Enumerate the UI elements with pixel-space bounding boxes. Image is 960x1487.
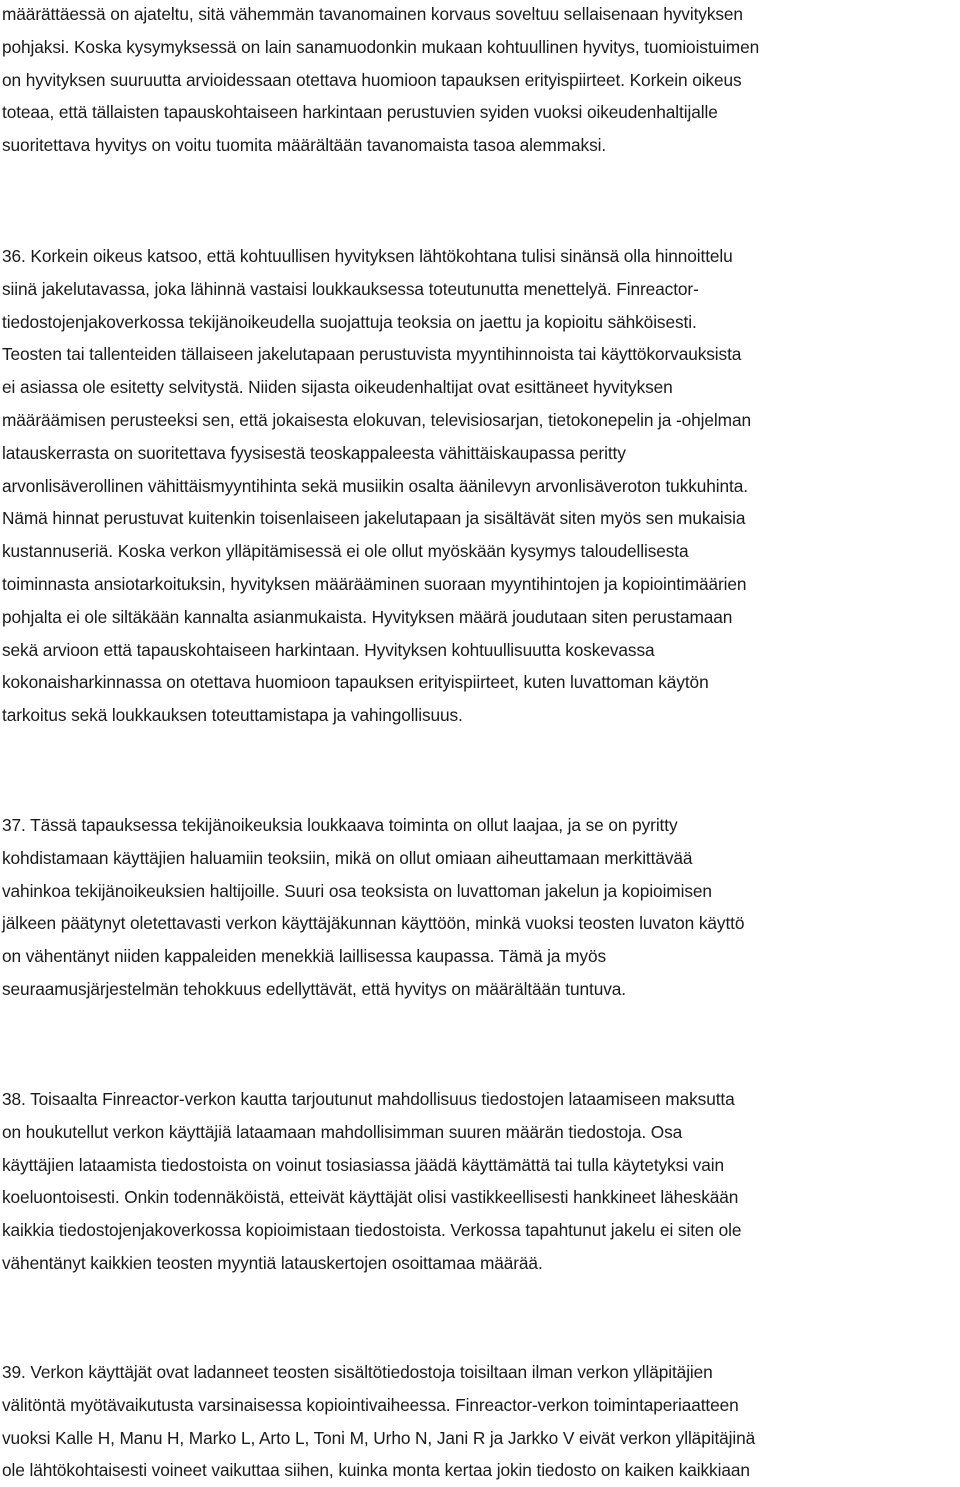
text-line: välitöntä myötävaikutusta varsinaisessa kopiointivaiheessa. Finreactor-verkon toimintaperiaatteen — [2, 1394, 739, 1415]
text-line: ole lähtökohtaisesti voineet vaikuttaa siihen, kuinka monta kertaa jokin tiedosto on kaiken kaikkiaan — [2, 1460, 750, 1481]
text-line: pohjaksi. Koska kysymyksessä on lain sanamuodonkin mukaan kohtuullinen hyvitys, tuomioistuimen — [2, 36, 760, 57]
text-line: toteaa, että tällaisten tapauskohtaiseen harkintaan perustuvien syiden vuoksi oikeudenhaltijalle — [2, 102, 718, 123]
text-line: vähentänyt kaikkien teosten myyntiä latauskertojen osoittamaa määrää. — [2, 1252, 543, 1273]
paragraph-39 — [2, 1356, 957, 1487]
text-line: käyttäjien lataamista tiedostoista on voinut tosiasiassa jäädä käyttämättä tai tulla käytetyksi vain — [2, 1154, 724, 1175]
text-line: 36. Korkein oikeus katsoo, että kohtuullisen hyvityksen lähtökohtana tulisi sinänsä olla hinnoittelu — [2, 246, 733, 266]
text-line: arvonlisäverollinen vähittäismyyntihinta sekä musiikin osalta äänilevyn arvonlisäveroton tukkuhinta. — [2, 475, 748, 496]
text-line: siinä jakelutavassa, joka lähinnä vastaisi loukkauksessa toteutunutta menettelyä. Finreactor- — [2, 278, 699, 299]
text-line: määräämisen perusteeksi sen, että jokaisesta elokuvan, televisiosarjan, tietokonepelin ja -ohjelman — [2, 409, 751, 430]
text-line: vahinkoa tekijänoikeuksien haltijoille. Suuri osa teoksista on luvattoman jakelun ja kopioimisen — [2, 880, 712, 901]
text-line: pohjalta ei ole siltäkään kannalta asianmukaista. Hyvityksen määrä joudutaan siten perustamaan — [2, 606, 733, 627]
text-line: on houkutellut verkon käyttäjiä lataamaan mahdollisimman suuren määrän tiedostoja. Osa — [2, 1121, 683, 1142]
text-line: vuoksi Kalle H, Manu H, Marko L, Arto L, Toni M, Urho N, Jani R ja Jarkko V eivät verkon ylläpitäjinä — [2, 1427, 756, 1448]
text-line: tiedostojenjakoverkossa tekijänoikeudella suojattuja teoksia on jaettu ja kopioitu sähköisesti. — [2, 311, 697, 332]
text-line: on hyvityksen suuruutta arvioidessaan otettava huomioon tapauksen erityispiirteet. Korkein oikeus — [2, 69, 742, 90]
text-line: tarkoitus sekä loukkauksen toteuttamistapa ja vahingollisuus. — [2, 705, 463, 726]
text-line: jälkeen päätynyt oletettavasti verkon käyttäjäkunnan käyttöön, minkä vuoksi teosten luvaton käyttö — [2, 913, 745, 934]
paragraph-intro — [2, 0, 957, 162]
text-line: kohdistamaan käyttäjien haluamiin teoksiin, mikä on ollut omiaan aiheuttamaan merkittävää — [2, 847, 693, 868]
text-line: suoritettava hyvitys on voitu tuomita määrältään tavanomaista tasoa alemmaksi. — [2, 135, 607, 156]
text-line: kokonaisharkinnassa on otettava huomioon tapauksen erityispiirteet, kuten luvattoman käytön — [2, 672, 709, 693]
text-line: kaikkia tiedostojenjakoverkossa kopioimistaan tiedostoista. Verkossa tapahtunut jakelu ei siten ole — [2, 1220, 742, 1241]
paragraph-37 — [2, 809, 957, 1006]
text-line: toiminnasta ansiotarkoituksin, hyvityksen määrääminen suoraan myyntihintojen ja kopiointimäärien — [2, 573, 747, 594]
text-line: määrättäessä on ajateltu, sitä vähemmän tavanomainen korvaus soveltuu sellaisenaan hyvityksen — [2, 4, 743, 24]
text-line: koeluontoisesti. Onkin todennäköistä, etteivät käyttäjät olisi vastikkeellisesti hankkineet läheskään — [2, 1187, 739, 1208]
text-line: 37. Tässä tapauksessa tekijänoikeuksia loukkaava toiminta on ollut laajaa, ja se on pyritty — [2, 815, 678, 835]
text-line: kustannuseriä. Koska verkon ylläpitämisessä ei ole ollut myöskään kysymys taloudellisesta — [2, 541, 689, 562]
text-line: ei asiassa ole esitetty selvitystä. Niiden sijasta oikeudenhaltijat ovat esittäneet hyvityksen — [2, 377, 673, 398]
text-line: on vähentänyt niiden kappaleiden menekkiä laillisessa kaupassa. Tämä ja myös — [2, 946, 607, 967]
text-line: 38. Toisaalta Finreactor-verkon kautta tarjoutunut mahdollisuus tiedostojen lataamiseen maksutta — [2, 1089, 735, 1109]
text-line: Nämä hinnat perustuvat kuitenkin toisenlaiseen jakelutapaan ja sisältävät siten myös sen mukaisia — [2, 508, 746, 529]
text-line: seuraamusjärjestelmän tehokkuus edellyttävät, että hyvitys on määrältään tuntuva. — [2, 978, 626, 999]
paragraph-36 — [2, 240, 957, 732]
text-line: 39. Verkon käyttäjät ovat ladanneet teosten sisältötiedostoja toisiltaan ilman verkon ylläpitäjien — [2, 1362, 713, 1382]
paragraph-38 — [2, 1083, 957, 1280]
text-line: sekä arvioon että tapauskohtaiseen harkintaan. Hyvityksen kohtuullisuutta koskevassa — [2, 639, 655, 660]
text-line: Teosten tai tallenteiden tällaiseen jakelutapaan perustuvista myyntihinnoista tai käyttökorvauksista — [2, 344, 742, 365]
text-line: latauskerrasta on suoritettava fyysisestä teoskappaleesta vähittäiskaupassa peritty — [2, 442, 626, 463]
